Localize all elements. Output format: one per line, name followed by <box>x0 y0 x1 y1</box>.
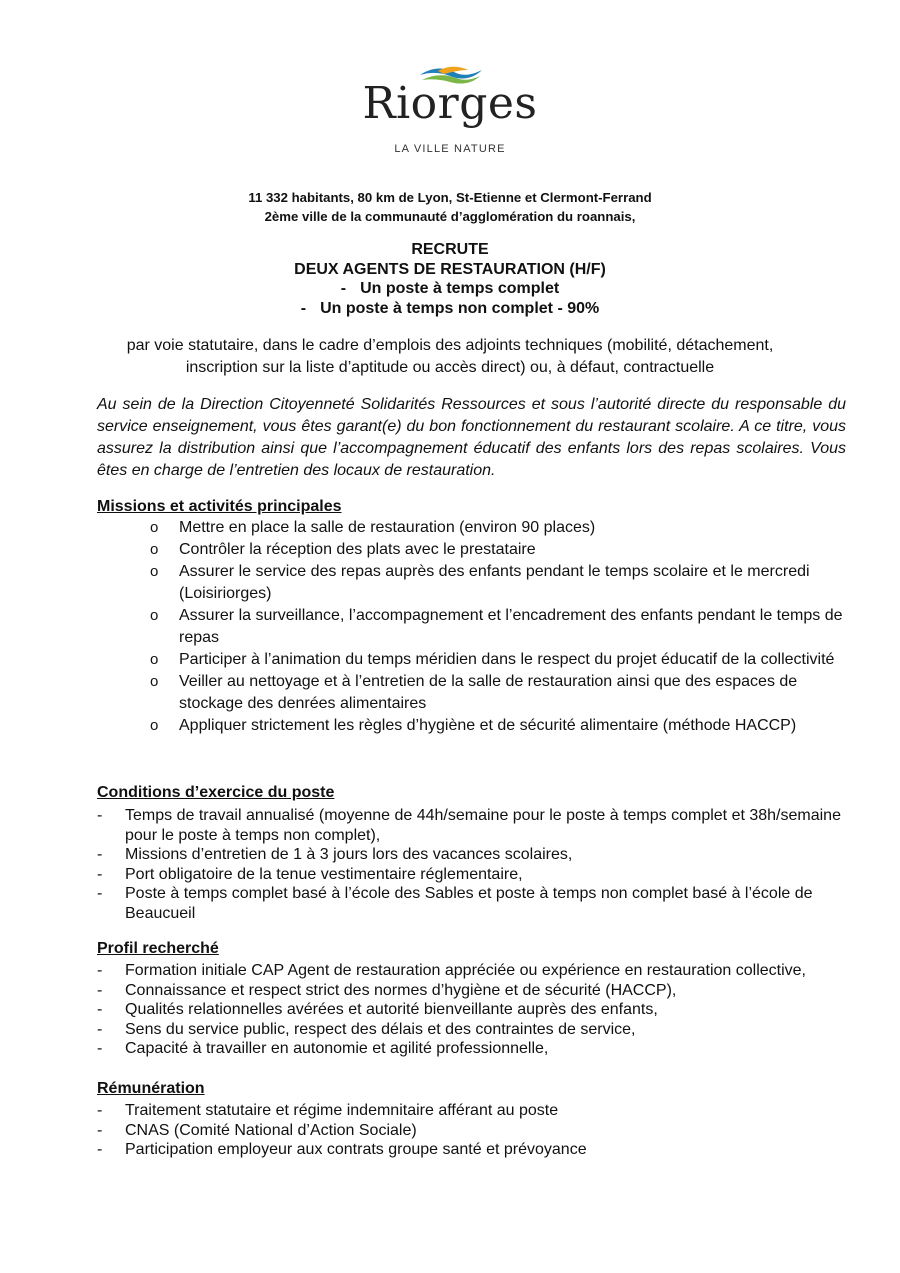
dash-bullet: - <box>340 280 347 297</box>
dash-bullet: - <box>97 1102 103 1119</box>
dash-bullet: - <box>97 1040 103 1057</box>
conditions-heading: Conditions d’exercice du poste <box>97 784 335 801</box>
list-item: - Connaissance et respect strict des normes d’hygiène et de sécurité (HACCP), <box>97 981 677 999</box>
circle-bullet: o <box>150 607 159 624</box>
remuneration-heading: Rémunération <box>97 1080 205 1097</box>
dash-bullet: - <box>97 1001 103 1018</box>
list-item: o Assurer le service des repas auprès des enfants pendant le temps scolaire et le mercredi (Loisiriorges) <box>150 563 810 602</box>
dash-bullet: - <box>97 846 103 863</box>
list-item: - Port obligatoire de la tenue vestimentaire réglementaire, <box>97 865 523 883</box>
list-item: - Poste à temps complet basé à l’école des Sables et poste à temps non complet basé à l’école de Beaucueil <box>97 885 813 922</box>
job-description: Au sein de la Direction Citoyenneté Solidarités Ressources et sous l’autorité directe du responsable du service enseignement, vous êtes garant(e) du bon fonctionnement du restaurant scolaire. A ce titre, vous assurez la distribution ainsi que l’accompagnement éducatif des enfants lors des repas scolaires. Vous êtes en charge de l’entretien des locaux de restauration. <box>97 396 846 479</box>
list-item: o Appliquer strictement les règles d’hygiène et de sécurité alimentaire (méthode HACCP) <box>150 715 850 737</box>
remuneration-list <box>97 1101 847 1160</box>
dash-bullet: - <box>97 865 103 883</box>
list-item: - Missions d’entretien de 1 à 3 jours lors des vacances scolaires, <box>97 846 573 863</box>
missions-list <box>150 517 850 737</box>
dash-bullet: - <box>97 1020 103 1038</box>
poste-2-text: Un poste à temps non complet - 90% <box>320 299 600 317</box>
dash-bullet: - <box>97 1121 103 1139</box>
poste-line-2 <box>0 299 900 319</box>
list-item: - Capacité à travailler en autonomie et agilité professionnelle, <box>97 1040 549 1057</box>
circle-bullet: o <box>150 541 159 558</box>
circle-bullet: o <box>150 563 159 580</box>
poste-line-1 <box>0 279 900 299</box>
list-item: - CNAS (Comité National d’Action Sociale) <box>97 1121 417 1139</box>
riorges-logo <box>350 66 550 162</box>
profil-list <box>97 961 847 1059</box>
list-item: - Formation initiale CAP Agent de restauration appréciée ou expérience en restauration collective, <box>97 962 806 979</box>
dash-bullet: - <box>97 962 103 979</box>
circle-bullet: o <box>150 519 159 536</box>
list-item: o Mettre en place la salle de restauration (environ 90 places) <box>150 517 850 539</box>
job-title-block <box>0 240 900 318</box>
intro-block <box>0 188 900 226</box>
intro-line-1: 11 332 habitants, 80 km de Lyon, St-Etienne et Clermont-Ferrand <box>248 190 652 205</box>
list-item: o Veiller au nettoyage et à l’entretien de la salle de restauration ainsi que des espaces de stockage des denrées alimentaires <box>150 673 798 712</box>
list-item: - Participation employeur aux contrats groupe santé et prévoyance <box>97 1141 587 1158</box>
list-item: - Sens du service public, respect des délais et des contraintes de service, <box>97 1020 636 1038</box>
list-item: o Participer à l’animation du temps méridien dans le respect du projet éducatif de la collectivité <box>150 649 850 671</box>
list-item: - Temps de travail annualisé (moyenne de 44h/semaine pour le poste à temps complet et 38h/semaine pour le poste à temps non complet), <box>97 807 841 844</box>
agents-heading: DEUX AGENTS DE RESTAURATION (H/F) <box>294 260 606 278</box>
list-item: o Assurer la surveillance, l’accompagnement et l’encadrement des enfants pendant le temps de repas <box>150 607 843 646</box>
circle-bullet: o <box>150 717 159 734</box>
list-item: - Traitement statutaire et régime indemnitaire afférant au poste <box>97 1102 559 1119</box>
poste-1-text: Un poste à temps complet <box>360 280 560 297</box>
statut-line-1: par voie statutaire, dans le cadre d’emplois des adjoints techniques (mobilité, détachement, <box>126 337 774 354</box>
recrute-heading: RECRUTE <box>411 241 489 258</box>
list-item: o Contrôler la réception des plats avec le prestataire <box>150 539 850 561</box>
dash-bullet: - <box>97 1141 103 1158</box>
profil-heading: Profil recherché <box>97 940 219 957</box>
dash-bullet: - <box>97 807 103 824</box>
intro-line-2: 2ème ville de la communauté d’agglomération du roannais, <box>264 209 636 224</box>
dash-bullet: - <box>300 299 307 317</box>
list-item: - Qualités relationnelles avérées et autorité bienveillante auprès des enfants, <box>97 1001 658 1018</box>
logo-name: Riorges <box>362 78 538 129</box>
dash-bullet: - <box>97 885 103 902</box>
circle-bullet: o <box>150 651 159 668</box>
circle-bullet: o <box>150 673 159 690</box>
missions-heading: Missions et activités principales <box>97 498 342 515</box>
logo-tagline: LA VILLE NATURE <box>394 143 506 155</box>
conditions-list <box>97 806 847 923</box>
dash-bullet: - <box>97 981 103 999</box>
statut-block <box>0 335 900 379</box>
statut-line-2: inscription sur la liste d’aptitude ou accès direct) ou, à défaut, contractuelle <box>185 359 715 376</box>
